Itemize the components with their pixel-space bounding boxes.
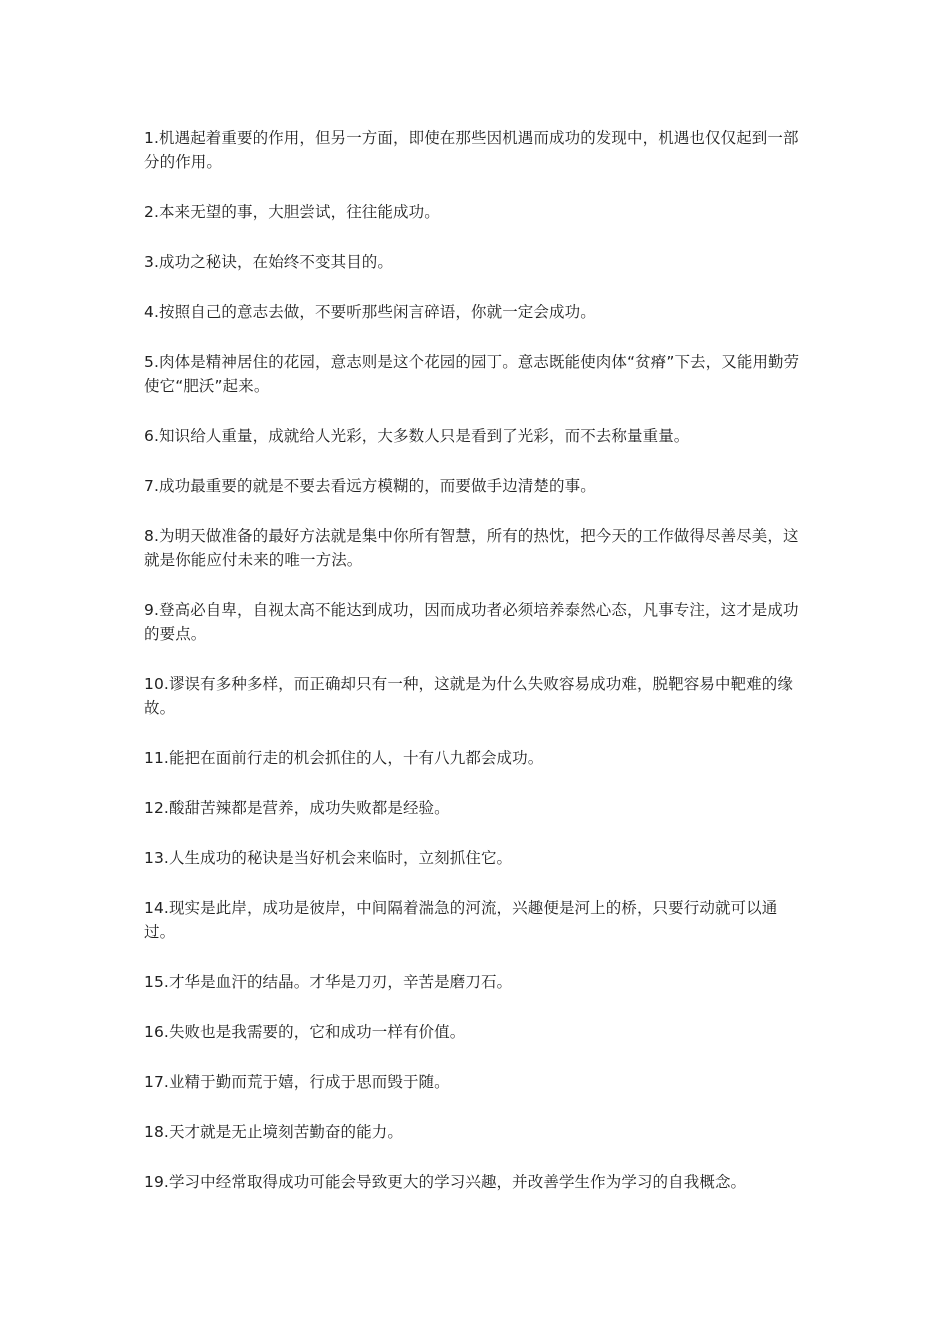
quote-item: 9.登高必自卑，自视太高不能达到成功，因而成功者必须培养泰然心态，凡事专注，这才是成功的要点。 [144,601,799,643]
quote-item: 8.为明天做准备的最好方法就是集中你所有智慧，所有的热忱，把今天的工作做得尽善尽美，这就是你能应付未来的唯一方法。 [144,527,799,569]
quote-item: 16.失败也是我需要的，它和成功一样有价值。 [144,1023,466,1041]
quote-item: 10.谬误有多种多样，而正确却只有一种，这就是为什么失败容易成功难，脱靶容易中靶难的缘故。 [144,675,793,717]
quote-item: 12.酸甜苦辣都是营养，成功失败都是经验。 [144,799,450,817]
quote-item: 15.才华是血汗的结晶。才华是刀刃，辛苦是磨刀石。 [144,973,513,991]
quote-item: 4.按照自己的意志去做，不要听那些闲言碎语，你就一定会成功。 [144,303,596,321]
quote-item: 13.人生成功的秘诀是当好机会来临时，立刻抓住它。 [144,849,513,867]
quote-item: 14.现实是此岸，成功是彼岸，中间隔着湍急的河流，兴趣便是河上的桥，只要行动就可以通过。 [144,899,778,941]
quote-item: 19.学习中经常取得成功可能会导致更大的学习兴趣，并改善学生作为学习的自我概念。 [144,1173,747,1191]
quote-item: 3.成功之秘诀，在始终不变其目的。 [144,253,393,271]
quote-item: 5.肉体是精神居住的花园，意志则是这个花园的园丁。意志既能使肉体“贫瘠”下去，又能用勤劳使它“肥沃”起来。 [144,353,800,395]
quote-item: 17.业精于勤而荒于嬉，行成于思而毁于随。 [144,1073,450,1091]
quote-item: 1.机遇起着重要的作用，但另一方面，即使在那些因机遇而成功的发现中，机遇也仅仅起到一部分的作用。 [144,129,799,171]
quote-item: 18.天才就是无止境刻苦勤奋的能力。 [144,1123,403,1141]
quote-item: 2.本来无望的事，大胆尝试，往往能成功。 [144,203,440,221]
quote-list [144,126,808,1220]
quote-item: 11.能把在面前行走的机会抓住的人，十有八九都会成功。 [144,749,544,767]
quote-item: 7.成功最重要的就是不要去看远方模糊的，而要做手边清楚的事。 [144,477,596,495]
quote-item: 6.知识给人重量，成就给人光彩，大多数人只是看到了光彩，而不去称量重量。 [144,427,690,445]
